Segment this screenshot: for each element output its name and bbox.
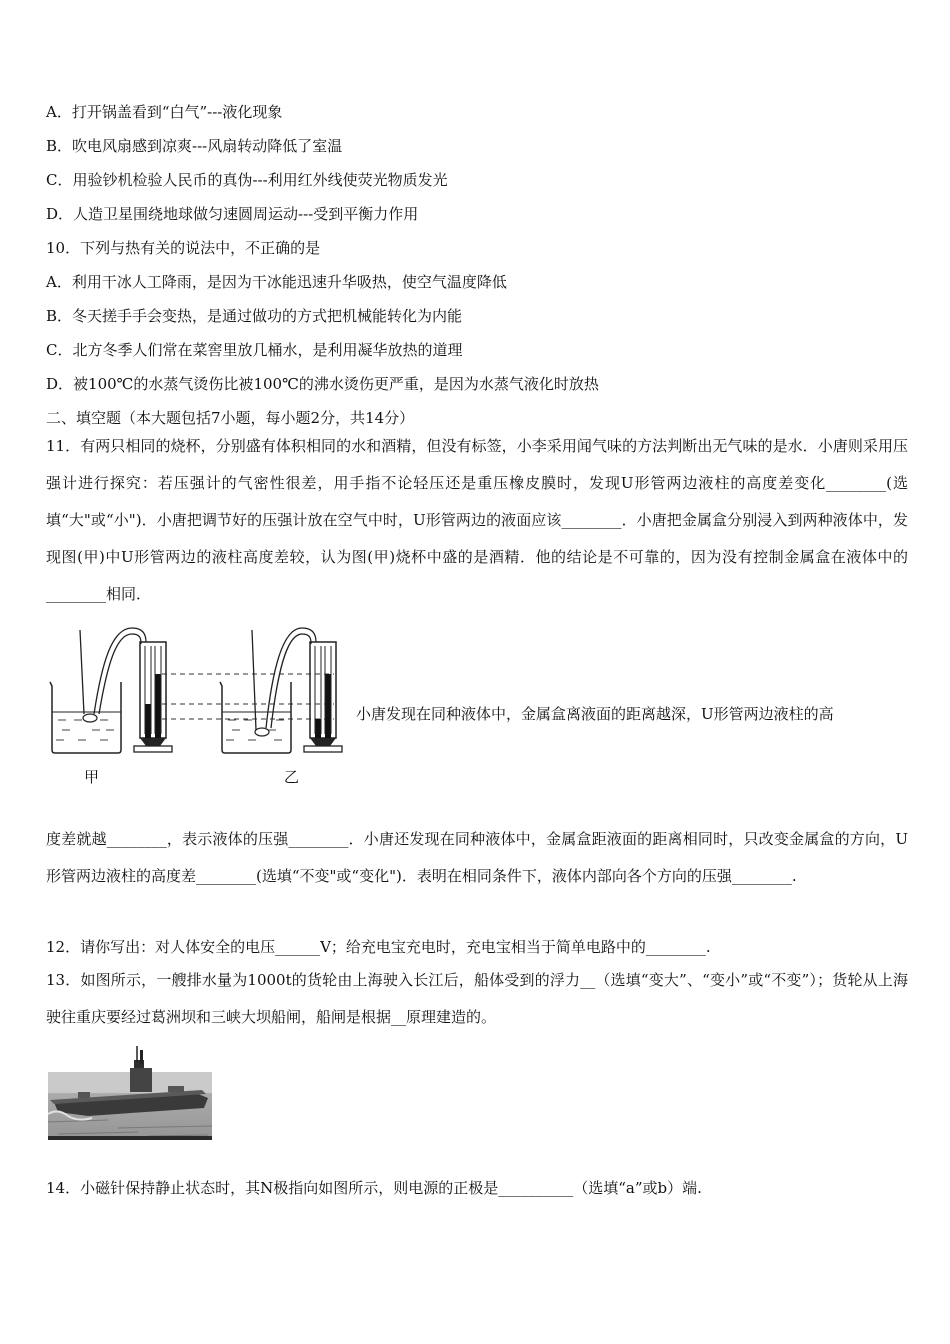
q11-paragraph-1: 11．有两只相同的烧杯，分别盛有体积相同的水和酒精，但没有标签，小李采用闻气味的方法判断出无气味的是水．小唐则采用压强计进行探究：若压强计的气密性很差，用手指不论轻压还是重压橡皮膜时，发现U形管两边液柱的高度差变化________(选填“大"或“小")．小唐把调节好的压强计放在空气中时，U形管两边的液面应该________．小唐把金属盒分别浸入到两种液体中，发现图(甲)中U形管两边的液柱高度差较，认为图(甲)烧杯中盛的是酒精．他的结论是不可靠的，因为没有控制金属盒在液体中的________相同． xyxy=(46,437,908,603)
section-heading: 二、填空题（本大题包括7小题，每小题2分，共14分） xyxy=(46,409,415,427)
q11-figure-side-text: 小唐发现在同种液体中，金属盒离液面的距离越深，U形管两边液柱的高 xyxy=(356,705,834,723)
q12-text: 12．请你写出：对人体安全的电压______V；给充电宝充电时，充电宝相当于简单电路中的________. xyxy=(46,938,711,956)
figure-label-jia: 甲 xyxy=(84,768,100,786)
q9-option-a: A．打开锅盖看到“白气”---液化现象 xyxy=(46,103,283,121)
ship-photo xyxy=(48,1042,212,1140)
q13-text: 13．如图所示，一艘排水量为1000t的货轮由上海驶入长江后，船体受到的浮力__（选填“变大”、“变小”或“不变”）；货轮从上海驶往重庆要经过葛洲坝和三峡大坝船闸，船闸是根据__原理建造的。 xyxy=(46,971,908,1026)
q10-stem: 10．下列与热有关的说法中，不正确的是 xyxy=(46,239,321,257)
figure-label-yi: 乙 xyxy=(284,768,300,786)
q10-option-d: D．被100℃的水蒸气烫伤比被100℃的沸水烫伤更严重，是因为水蒸气液化时放热 xyxy=(46,375,599,393)
q9-option-c: C．用验钞机检验人民币的真伪---利用红外线使荧光物质发光 xyxy=(46,171,448,189)
q10-option-b: B．冬天搓手手会变热，是通过做功的方式把机械能转化为内能 xyxy=(46,307,463,325)
q9-option-b: B．吹电风扇感到凉爽---风扇转动降低了室温 xyxy=(46,137,343,155)
q11-paragraph-2: 度差就越________，表示液体的压强________．小唐还发现在同种液体中，金属盒距液面的距离相同时，只改变金属盒的方向，U形管两边液柱的高度差________(选填“不变"或“变化")．表明在相同条件下，液体内部向各个方向的压强________. xyxy=(46,830,908,885)
q10-option-a: A．利用干冰人工降雨，是因为干冰能迅速升华吸热，使空气温度降低 xyxy=(46,273,507,291)
q14-text: 14．小磁针保持静止状态时，其N极指向如图所示，则电源的正极是__________（选填“a”或b）端. xyxy=(46,1179,702,1197)
q10-option-c: C．北方冬季人们常在菜窖里放几桶水，是利用凝华放热的道理 xyxy=(46,341,463,359)
q9-option-d: D．人造卫星围绕地球做匀速圆周运动---受到平衡力作用 xyxy=(46,205,419,223)
